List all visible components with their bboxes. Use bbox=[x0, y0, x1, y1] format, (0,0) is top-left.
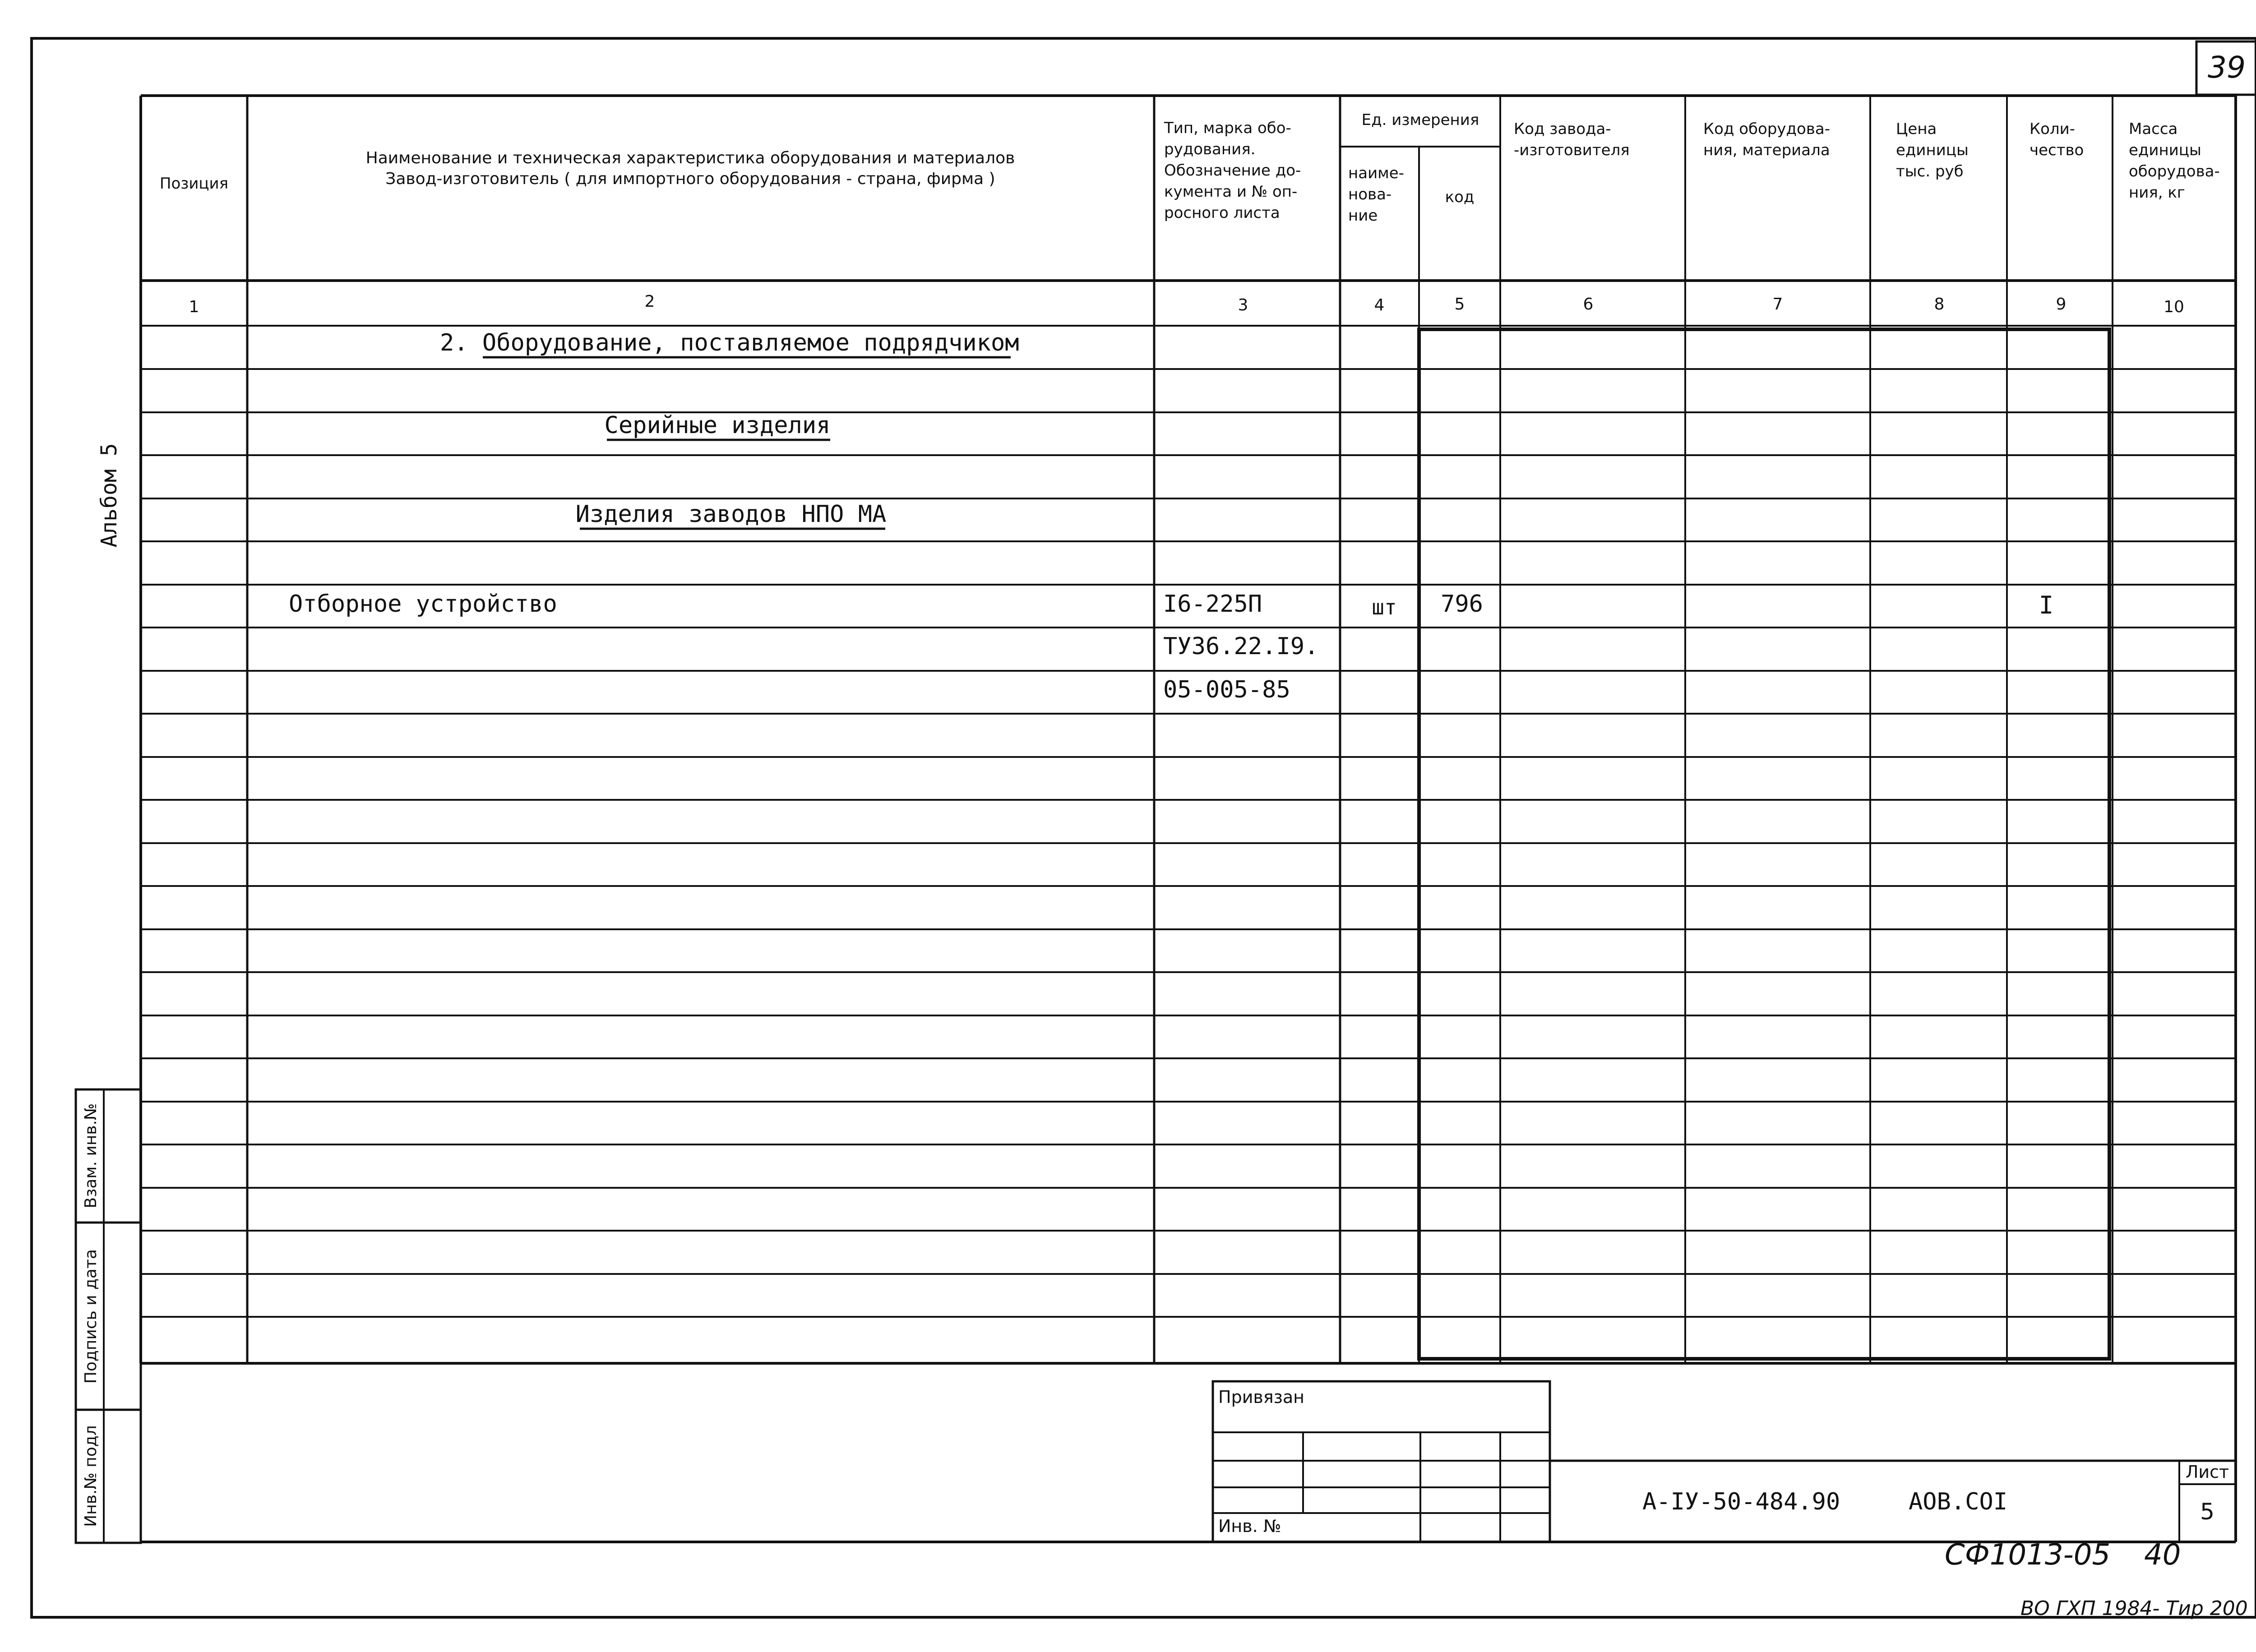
header-name-line1: Наименование и техническая характеристика оборудования и материалов bbox=[365, 149, 1015, 167]
item-type-line-0: I6-225П bbox=[1163, 591, 1262, 618]
column-separators bbox=[247, 96, 2113, 1363]
column-number-10: 10 bbox=[2164, 298, 2184, 316]
section-title: 2. Оборудование, поставляемое подрядчиком bbox=[440, 329, 1019, 356]
header-mass-l0: Масса bbox=[2129, 120, 2178, 138]
header-name-line2: Завод-изготовитель ( для импортного оборудования - страна, фирма ) bbox=[385, 170, 995, 188]
sheet-number-top: 39 bbox=[2208, 50, 2246, 85]
column-numbers-row bbox=[189, 292, 2184, 316]
header-mass-l1: единицы bbox=[2129, 141, 2201, 159]
table-row-lines bbox=[141, 369, 2236, 1317]
header-type-l4: росного листа bbox=[1164, 204, 1280, 222]
header-mass-l3: ния, кг bbox=[2129, 184, 2185, 202]
item-type-line-1: ТУ36.22.I9. bbox=[1163, 633, 1319, 660]
header-unit-group: Ед. измерения bbox=[1361, 111, 1479, 129]
table-header bbox=[160, 111, 2220, 225]
column-number-7: 7 bbox=[1772, 295, 1783, 314]
bottom-stamp bbox=[141, 1363, 2236, 1543]
header-type-l0: Тип, марка обо- bbox=[1164, 119, 1291, 137]
section-subtitle: Серийные изделия bbox=[604, 412, 831, 439]
header-type-l3: кумента и № оп- bbox=[1164, 183, 1298, 201]
header-type-l2: Обозначение до- bbox=[1164, 162, 1301, 180]
header-price-l0: Цена bbox=[1896, 120, 1937, 138]
left-stamp-inv-podl: Инв.№ подл bbox=[82, 1425, 100, 1527]
stamp-privyazan: Привязан bbox=[1218, 1387, 1304, 1407]
header-unit-name-l2: ние bbox=[1348, 207, 1378, 225]
column-number-5: 5 bbox=[1454, 295, 1465, 314]
table-body bbox=[289, 329, 2053, 703]
item-quantity: I bbox=[2039, 591, 2054, 619]
header-type-l1: рудования. bbox=[1164, 140, 1256, 158]
item-unit-code: 796 bbox=[1441, 591, 1483, 618]
header-mass-l2: оборудова- bbox=[2129, 162, 2220, 180]
header-price-l2: тыс. руб bbox=[1896, 162, 1964, 180]
column-number-3: 3 bbox=[1238, 296, 1248, 314]
header-equipment-code-l0: Код оборудова- bbox=[1703, 120, 1830, 138]
column-number-6: 6 bbox=[1583, 295, 1594, 314]
header-equipment-code-l1: ния, материала bbox=[1703, 141, 1830, 159]
header-price-l1: единицы bbox=[1896, 141, 1969, 159]
handwritten-code: СФ1013-05 bbox=[1945, 1538, 2111, 1572]
stamp-doc-code: А-IУ-50-484.90 bbox=[1642, 1488, 1840, 1515]
header-unit-name-l1: нова- bbox=[1348, 185, 1392, 203]
header-factory-code-l0: Код завода- bbox=[1514, 120, 1611, 138]
album-label: Альбом 5 bbox=[97, 443, 122, 548]
item-type-line-2: 05-005-85 bbox=[1163, 676, 1290, 703]
column-number-1: 1 bbox=[189, 298, 199, 316]
left-stamp-podpis: Подпись и дата bbox=[82, 1249, 100, 1384]
outer-border bbox=[32, 38, 2256, 1617]
handwritten-bottom-note: ВО ГХП 1984- Тир 200 bbox=[2020, 1597, 2248, 1620]
header-unit-name-l0: наиме- bbox=[1348, 164, 1404, 182]
item-name: Отборное устройство bbox=[289, 591, 557, 618]
column-number-4: 4 bbox=[1374, 296, 1385, 314]
stamp-doc-suffix: АОВ.СОI bbox=[1909, 1488, 2008, 1515]
column-number-9: 9 bbox=[2056, 295, 2066, 314]
left-stamp bbox=[76, 1089, 141, 1543]
header-quantity-l0: Коли- bbox=[2029, 120, 2076, 138]
stamp-inv-no: Инв. № bbox=[1218, 1516, 1281, 1536]
header-position: Позиция bbox=[159, 175, 229, 193]
table-row bbox=[289, 591, 2053, 703]
left-stamp-vzam: Взам. инв.№ bbox=[82, 1103, 100, 1209]
stamp-list-value: 5 bbox=[2200, 1499, 2214, 1525]
item-unit: шт bbox=[1372, 595, 1397, 619]
column-number-2: 2 bbox=[644, 292, 655, 311]
main-table-frame bbox=[141, 96, 2236, 1542]
header-unit-code: код bbox=[1445, 188, 1475, 206]
handwritten-number: 40 bbox=[2144, 1538, 2181, 1572]
header-factory-code-l1: -изготовителя bbox=[1514, 141, 1630, 159]
header-quantity-l1: чество bbox=[2029, 141, 2084, 159]
group-title: Изделия заводов НПО МА bbox=[575, 501, 887, 528]
column-number-8: 8 bbox=[1934, 295, 1945, 314]
stamp-list-label: Лист bbox=[2185, 1462, 2229, 1482]
